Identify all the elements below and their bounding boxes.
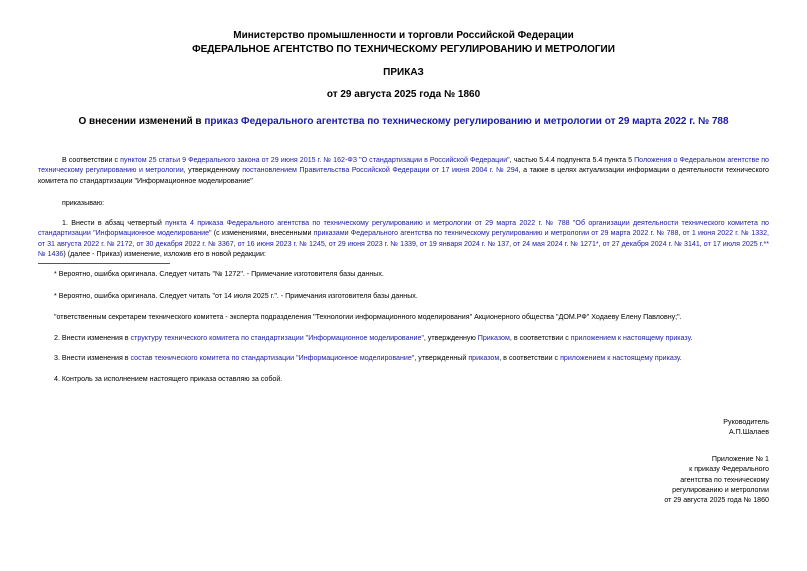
- preamble-link-resolution[interactable]: постановлением Правительства Российской Федерации от 17 июня 2004 г. № 294: [242, 166, 519, 175]
- preamble-link-regulation[interactable]: Положения о Федеральном агентстве по техническому регулированию и метрологии: [38, 156, 770, 175]
- title-prefix: О внесении изменений в: [78, 116, 205, 127]
- item-2-paragraph: [54, 333, 692, 343]
- item1-link-order[interactable]: пункта 4 приказа Федерального агентства по техническому регулированию и метрологии от 29 марта 2022 г. № 788 "Об организации деятельности технического комитета по стандартизации "Информационное моделирование": [38, 219, 769, 238]
- item3-text-3: , в соответствии с: [499, 354, 561, 362]
- appendix-line: к приказу Федерального: [689, 465, 769, 474]
- item1-text-3: ) (далее - Приказ) изменение, изложив его в новой редакции:: [63, 249, 266, 258]
- item3-link-composition[interactable]: состав технического комитета по стандартизации "Информационное моделирование": [130, 354, 415, 362]
- signature-block: [723, 417, 769, 438]
- footnote-1: * Вероятно, ошибка оригинала. Следует читать "№ 1272". - Примечание изготовителя базы данных.: [54, 270, 384, 278]
- appendix-line: от 29 августа 2025 года № 1860: [664, 496, 769, 505]
- title-link[interactable]: приказ Федерального агентства по техническому регулированию и метрологии от 29 марта 2022 г. № 788: [204, 116, 729, 127]
- date-number-heading: от 29 августа 2025 года № 1860: [326, 89, 481, 100]
- item2-text-1: 2. Внести изменения в: [54, 334, 131, 342]
- preamble-text-4: , а также в целях актуализации информации о деятельности технического комитета по стандартизации "Информационное моделирование": [38, 166, 769, 185]
- ministry-heading: Министерство промышленности и торговли Российской Федерации: [233, 30, 574, 41]
- appendix-line: Приложение № 1: [711, 455, 769, 463]
- appendix-block: [664, 454, 769, 505]
- preamble-paragraph: [38, 155, 769, 186]
- footnote-2: * Вероятно, ошибка оригинала. Следует читать "от 14 июля 2025 г.". - Примечания изготовителя базы данных.: [54, 292, 418, 300]
- item3-link-order[interactable]: приказом: [468, 354, 500, 362]
- appendix-line: регулированию и метрологии: [672, 485, 769, 494]
- item2-text-4: .: [690, 334, 693, 342]
- item2-text-3: , в соответствии с: [509, 334, 571, 342]
- quoted-text: "ответственным секретарем технического комитета - эксперта подразделения "Технологии информационного моделирования" Акционерного общества "ДОМ.РФ" Ходаеву Елену Павловну;".: [54, 313, 682, 321]
- item2-link-structure[interactable]: структуру технического комитета по стандартизации "Информационное моделирование": [130, 334, 424, 342]
- item2-link-order[interactable]: Приказом: [477, 334, 510, 342]
- document-title: [0, 116, 807, 127]
- item1-link-amendments[interactable]: приказами Федерального агентства по техническому регулированию и метрологии от 29 марта 2022 г. № 788, от 1 июня 2022 г. № 1332, от 31 августа 2022 г. № 2172, от 30 декабря 2022 г. № 3367, от 16 июня 2023 г. № 1245, от 29 июня 2023 г. № 1339, от 19 января 2024 г. № 137, от 24 мая 2024 г. № 1271*, от 27 декабря 2024 г. № 3141, от 17 июля 2025 г.** № 1436: [38, 229, 770, 258]
- footnote-divider: [38, 263, 170, 264]
- signature-role: Руководитель: [723, 418, 769, 426]
- agency-heading: ФЕДЕРАЛЬНОЕ АГЕНТСТВО ПО ТЕХНИЧЕСКОМУ РЕГУЛИРОВАНИЮ И МЕТРОЛОГИИ: [192, 44, 615, 55]
- item-3-paragraph: [54, 353, 682, 363]
- item1-text-2: (с изменениями, внесенными: [211, 229, 314, 238]
- order-word: приказываю:: [62, 199, 105, 207]
- signature-name: А.П.Шалаев: [728, 428, 769, 437]
- appendix-line: агентства по техническому: [680, 475, 769, 484]
- item3-link-appendix[interactable]: приложением к настоящему приказу: [560, 354, 680, 362]
- doc-type-heading: ПРИКАЗ: [383, 67, 424, 78]
- preamble-text-3: , утвержденному: [183, 166, 243, 175]
- preamble-link-law[interactable]: пунктом 25 статьи 9 Федерального закона от 29 июня 2015 г. № 162-ФЗ "О стандартизации в Российской Федерации": [120, 156, 510, 164]
- item-1-paragraph: [38, 218, 769, 259]
- item2-text-2: , утвержденную: [423, 334, 478, 342]
- item-4-paragraph: 4. Контроль за исполнением настоящего приказа оставляю за собой.: [54, 375, 283, 383]
- item1-text-1: 1. Внести в абзац четвертый: [62, 219, 166, 227]
- item3-text-2: , утвержденный: [414, 354, 469, 362]
- preamble-text-2: , частью 5.4.4 подпункта 5.4 пункта 5: [509, 156, 635, 164]
- item2-link-appendix[interactable]: приложением к настоящему приказу: [570, 334, 691, 342]
- preamble-text-1: В соответствии с: [62, 156, 121, 164]
- item3-text-4: .: [679, 354, 682, 362]
- item3-text-1: 3. Внести изменения в: [54, 354, 131, 362]
